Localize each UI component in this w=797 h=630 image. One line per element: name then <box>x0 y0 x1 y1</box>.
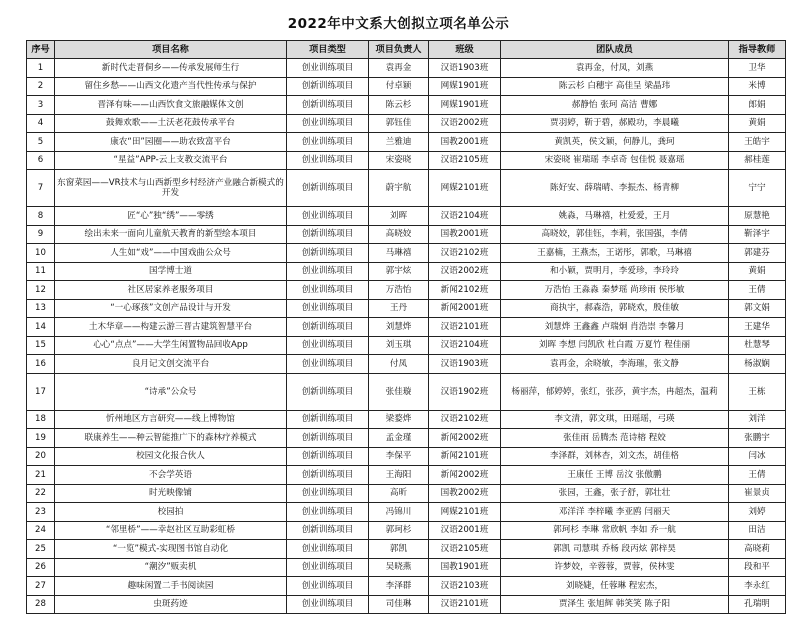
cell-class: 汉语2002班 <box>429 114 501 133</box>
cell-class: 汉语2104班 <box>429 336 501 355</box>
cell-number: 4 <box>27 114 55 133</box>
cell-members: 郭珂杉 李琳 常欣帆 李如 乔一航 <box>501 521 729 540</box>
cell-advisor: 崔景贞 <box>729 484 786 503</box>
cell-advisor: 郝桂莲 <box>729 151 786 170</box>
cell-project-name: 土木华章——构建云游三晋古建筑智慧平台 <box>55 318 287 337</box>
cell-leader: 付卓颖 <box>369 77 429 96</box>
cell-class: 新闻2001班 <box>429 299 501 318</box>
cell-advisor: 闫冰 <box>729 447 786 466</box>
cell-leader: 刘玉琪 <box>369 336 429 355</box>
cell-project-type: 创新训练项目 <box>287 96 369 115</box>
cell-number: 10 <box>27 244 55 263</box>
cell-number: 21 <box>27 466 55 485</box>
cell-class: 国教2001班 <box>429 225 501 244</box>
cell-project-type: 创业训练项目 <box>287 59 369 78</box>
cell-project-type: 创新训练项目 <box>287 521 369 540</box>
cell-project-type: 创业训练项目 <box>287 262 369 281</box>
cell-leader: 付凤 <box>369 355 429 374</box>
cell-leader: 梁婺烨 <box>369 410 429 429</box>
cell-members: 黄凯英，侯文颖，何静儿，龚珂 <box>501 133 729 152</box>
cell-members: 袁再金，付凤，刘燕 <box>501 59 729 78</box>
cell-members: 宋姿晓 崔瑞瑶 李卓奇 包佳悦 聂嘉瑶 <box>501 151 729 170</box>
cell-number: 6 <box>27 151 55 170</box>
table-row <box>27 114 786 133</box>
cell-members: 刘晓婕，任蓉琳 程宏杰， <box>501 577 729 596</box>
cell-members: 刘晖 李想 闫凯欣 杜白霞 万夏竹 程佳丽 <box>501 336 729 355</box>
cell-project-type: 创新训练项目 <box>287 318 369 337</box>
cell-project-name: “一览”模式-实现图书馆自动化 <box>55 540 287 559</box>
cell-number: 8 <box>27 207 55 226</box>
cell-project-type: 创新训练项目 <box>287 373 369 410</box>
cell-advisor: 王建华 <box>729 318 786 337</box>
cell-leader: 王海阳 <box>369 466 429 485</box>
cell-leader: 高晓姣 <box>369 225 429 244</box>
cell-members: 姚淼，马琳禧，杜爱爱，王月 <box>501 207 729 226</box>
cell-members: 和小颖，贾明月，李爱珍，李玲玲 <box>501 262 729 281</box>
cell-number: 25 <box>27 540 55 559</box>
table-row <box>27 133 786 152</box>
cell-members: 张佳雨 岳腾杰 范诗榕 程姣 <box>501 429 729 448</box>
cell-class: 汉语2105班 <box>429 540 501 559</box>
cell-leader: 吴晓燕 <box>369 558 429 577</box>
document-title: 2022年中文系大创拟立项名单公示 <box>287 16 510 32</box>
cell-project-name: 校园文化报合伙人 <box>55 447 287 466</box>
cell-advisor: 宁宁 <box>729 170 786 207</box>
cell-class: 国教2001班 <box>429 133 501 152</box>
cell-class: 网媒2101班 <box>429 170 501 207</box>
cell-class: 汉语1903班 <box>429 355 501 374</box>
cell-advisor: 王倩 <box>729 281 786 300</box>
cell-class: 汉语2001班 <box>429 521 501 540</box>
table-row <box>27 521 786 540</box>
cell-advisor: 王栋 <box>729 373 786 410</box>
cell-number: 24 <box>27 521 55 540</box>
cell-leader: 万浩怡 <box>369 281 429 300</box>
header-project-type: 项目类型 <box>287 41 369 59</box>
table-row <box>27 429 786 448</box>
cell-project-name: 虫斑药迹 <box>55 595 287 614</box>
cell-project-name: 校园拍 <box>55 503 287 522</box>
cell-leader: 郭钰佳 <box>369 114 429 133</box>
table-row <box>27 484 786 503</box>
table-row <box>27 225 786 244</box>
cell-number: 5 <box>27 133 55 152</box>
table-row <box>27 355 786 374</box>
cell-class: 国教2002班 <box>429 484 501 503</box>
cell-project-type: 创业训练项目 <box>287 281 369 300</box>
header-members: 团队成员 <box>501 41 729 59</box>
cell-members: 李泽群，刘林杏，刘文杰，胡佳格 <box>501 447 729 466</box>
cell-project-type: 创业训练项目 <box>287 595 369 614</box>
cell-project-type: 创业训练项目 <box>287 558 369 577</box>
cell-leader: 袁再金 <box>369 59 429 78</box>
cell-members: 高晓姣，郭佳钰，李莉，张国强，李倩 <box>501 225 729 244</box>
cell-members: 王康任 王博 岳汶 张傲鹏 <box>501 466 729 485</box>
cell-project-type: 创新训练项目 <box>287 77 369 96</box>
cell-project-name: 留住乡愁——山西文化遗产当代性传承与保护 <box>55 77 287 96</box>
cell-class: 汉语2104班 <box>429 207 501 226</box>
cell-leader: 高昕 <box>369 484 429 503</box>
header-class: 班级 <box>429 41 501 59</box>
cell-members: 陈好安、薛瑞晴、李振杰、杨青柳 <box>501 170 729 207</box>
cell-leader: 张佳璇 <box>369 373 429 410</box>
cell-number: 17 <box>27 373 55 410</box>
cell-members: 刘慧烨 王鑫鑫 卢瑞炯 肖浩崇 李馨月 <box>501 318 729 337</box>
cell-number: 11 <box>27 262 55 281</box>
cell-advisor: 米博 <box>729 77 786 96</box>
cell-class: 汉语1902班 <box>429 373 501 410</box>
cell-advisor: 王皓宇 <box>729 133 786 152</box>
table-row <box>27 207 786 226</box>
cell-project-name: 趣味闲置二手书阅读园 <box>55 577 287 596</box>
cell-number: 23 <box>27 503 55 522</box>
cell-advisor: 杨淑娴 <box>729 355 786 374</box>
cell-project-name: “一心琢孩”文创产品设计与开发 <box>55 299 287 318</box>
cell-project-type: 创业训练项目 <box>287 577 369 596</box>
cell-members: 邓洋洋 李梓曦 李亚鸥 闫丽天 <box>501 503 729 522</box>
cell-project-type: 创业训练项目 <box>287 484 369 503</box>
table-row <box>27 373 786 410</box>
cell-project-type: 创业训练项目 <box>287 207 369 226</box>
cell-number: 15 <box>27 336 55 355</box>
cell-project-name: 新时代走晋侗乡——传承发展师生行 <box>55 59 287 78</box>
cell-class: 汉语2103班 <box>429 577 501 596</box>
table-row <box>27 262 786 281</box>
cell-members: 王嘉楠，王燕杰，王诺彤，郭歌，马琳禧 <box>501 244 729 263</box>
cell-advisor: 孔瑞明 <box>729 595 786 614</box>
cell-class: 汉语2101班 <box>429 318 501 337</box>
cell-advisor: 王倩 <box>729 466 786 485</box>
cell-leader: 冯锦川 <box>369 503 429 522</box>
cell-project-type: 创业训练项目 <box>287 299 369 318</box>
cell-number: 16 <box>27 355 55 374</box>
header-project-name: 项目名称 <box>55 41 287 59</box>
cell-project-type: 创业训练项目 <box>287 355 369 374</box>
cell-advisor: 郭建芬 <box>729 244 786 263</box>
cell-leader: 郭珂杉 <box>369 521 429 540</box>
cell-class: 国教1901班 <box>429 558 501 577</box>
cell-number: 1 <box>27 59 55 78</box>
cell-class: 网媒2101班 <box>429 503 501 522</box>
cell-project-type: 创业训练项目 <box>287 503 369 522</box>
table-row <box>27 410 786 429</box>
cell-project-type: 创新训练项目 <box>287 244 369 263</box>
table-row <box>27 595 786 614</box>
cell-project-name: “星益”APP-云上支教交流平台 <box>55 151 287 170</box>
cell-project-name: 康农“田”园圈——助农致富平台 <box>55 133 287 152</box>
table-row <box>27 577 786 596</box>
cell-leader: 宋姿晓 <box>369 151 429 170</box>
cell-project-name: 国学博士道 <box>55 262 287 281</box>
cell-project-name: 匠“心”独“绣”——零绣 <box>55 207 287 226</box>
cell-advisor: 杜慧琴 <box>729 336 786 355</box>
cell-number: 22 <box>27 484 55 503</box>
cell-number: 3 <box>27 96 55 115</box>
cell-members: 陈云杉 白穗宇 高佳呈 梁晶玮 <box>501 77 729 96</box>
cell-advisor: 黄娟 <box>729 114 786 133</box>
project-table <box>26 40 786 614</box>
cell-class: 汉语2101班 <box>429 595 501 614</box>
table-row <box>27 151 786 170</box>
cell-project-type: 创新训练项目 <box>287 466 369 485</box>
cell-project-name: 联康养生——种云智能推广下的森林疗养模式 <box>55 429 287 448</box>
cell-project-name: 晋泽有味——山西饮食文旅融媒体文创 <box>55 96 287 115</box>
cell-class: 汉语2102班 <box>429 410 501 429</box>
cell-number: 28 <box>27 595 55 614</box>
cell-project-name: 忻州地区方言研究——线上博物馆 <box>55 410 287 429</box>
cell-class: 新闻2102班 <box>429 281 501 300</box>
cell-leader: 郭凯 <box>369 540 429 559</box>
table-row <box>27 299 786 318</box>
table-row <box>27 336 786 355</box>
cell-leader: 李保平 <box>369 447 429 466</box>
header-advisor: 指导教师 <box>729 41 786 59</box>
cell-project-type: 创业训练项目 <box>287 336 369 355</box>
cell-advisor: 刘洋 <box>729 410 786 429</box>
table-row <box>27 281 786 300</box>
cell-members: 杨丽萍，郁婷婷，张红，张莎，黄宇杰，冉超杰，温莉 <box>501 373 729 410</box>
cell-advisor: 卫华 <box>729 59 786 78</box>
table-row <box>27 466 786 485</box>
cell-project-type: 创业训练项目 <box>287 540 369 559</box>
cell-number: 19 <box>27 429 55 448</box>
cell-project-type: 创新训练项目 <box>287 447 369 466</box>
cell-class: 汉语2102班 <box>429 244 501 263</box>
cell-leader: 刘晖 <box>369 207 429 226</box>
table-row <box>27 77 786 96</box>
cell-project-type: 创业训练项目 <box>287 114 369 133</box>
cell-advisor: 张鹏宇 <box>729 429 786 448</box>
cell-members: 贾羽婷，靳于碧，郝殿功，李晨曦 <box>501 114 729 133</box>
cell-leader: 王丹 <box>369 299 429 318</box>
cell-project-name: 东窗菜园——VR技术与山西新型乡村经济产业融合新模式的开发 <box>55 170 287 207</box>
cell-number: 2 <box>27 77 55 96</box>
cell-class: 新闻2101班 <box>429 447 501 466</box>
table-row <box>27 558 786 577</box>
cell-project-type: 创新训练项目 <box>287 225 369 244</box>
cell-advisor: 高晓莉 <box>729 540 786 559</box>
cell-project-name: 社区居家养老服务项目 <box>55 281 287 300</box>
table-row <box>27 59 786 78</box>
cell-class: 汉语2105班 <box>429 151 501 170</box>
header-leader: 项目负责人 <box>369 41 429 59</box>
table-row <box>27 244 786 263</box>
cell-number: 18 <box>27 410 55 429</box>
cell-project-type: 创新训练项目 <box>287 170 369 207</box>
cell-project-name: 绘出未来一面向儿童航天教育的新型绘本项目 <box>55 225 287 244</box>
cell-project-name: 鼓舞欢歌——土沃老花鼓传承平台 <box>55 114 287 133</box>
cell-class: 网媒1901班 <box>429 96 501 115</box>
cell-project-type: 创新训练项目 <box>287 429 369 448</box>
cell-project-name: 时光映像铺 <box>55 484 287 503</box>
cell-number: 13 <box>27 299 55 318</box>
cell-members: 许梦姣，辛蓉蓉，贾蓉，侯林雯 <box>501 558 729 577</box>
cell-advisor: 靳泽宇 <box>729 225 786 244</box>
cell-project-name: “潮汐”贩卖机 <box>55 558 287 577</box>
cell-leader: 马琳禧 <box>369 244 429 263</box>
cell-leader: 司佳琳 <box>369 595 429 614</box>
cell-project-name: 良月记文创交流平台 <box>55 355 287 374</box>
table-row <box>27 540 786 559</box>
cell-advisor: 郭文娟 <box>729 299 786 318</box>
cell-project-name: 人生如“戏”——中国戏曲公众号 <box>55 244 287 263</box>
cell-number: 14 <box>27 318 55 337</box>
cell-members: 袁再金，余晓敏，李海璀，张文静 <box>501 355 729 374</box>
cell-project-name: “邻里桥”——幸赵社区互助彩虹桥 <box>55 521 287 540</box>
cell-class: 汉语1903班 <box>429 59 501 78</box>
cell-number: 12 <box>27 281 55 300</box>
cell-members: 贾泽生 张旭辉 韩笑笑 陈子阳 <box>501 595 729 614</box>
cell-advisor: 原慧艳 <box>729 207 786 226</box>
cell-number: 27 <box>27 577 55 596</box>
cell-project-type: 创业训练项目 <box>287 133 369 152</box>
table-body <box>27 59 786 614</box>
table-row <box>27 170 786 207</box>
cell-leader: 郭宇炫 <box>369 262 429 281</box>
cell-leader: 孟金瑾 <box>369 429 429 448</box>
table-row <box>27 503 786 522</box>
cell-project-name: “诗承”公众号 <box>55 373 287 410</box>
cell-leader: 刘慧烨 <box>369 318 429 337</box>
cell-class: 新闻2002班 <box>429 429 501 448</box>
cell-members: 万浩怡 王淼淼 秦梦瑶 尚珍雨 侯彤敏 <box>501 281 729 300</box>
table-row <box>27 447 786 466</box>
cell-members: 李文清，郭文琪，田瑶瑶，弓瑛 <box>501 410 729 429</box>
cell-class: 新闻2002班 <box>429 466 501 485</box>
cell-advisor: 刘婷 <box>729 503 786 522</box>
cell-advisor: 李永红 <box>729 577 786 596</box>
cell-number: 20 <box>27 447 55 466</box>
cell-number: 26 <box>27 558 55 577</box>
cell-class: 网媒1901班 <box>429 77 501 96</box>
cell-members: 商执宇，郝森浩，郭晓欢，殷佳敏 <box>501 299 729 318</box>
header-number: 序号 <box>27 41 55 59</box>
cell-project-name: 不会学英语 <box>55 466 287 485</box>
cell-advisor: 段和平 <box>729 558 786 577</box>
cell-advisor: 田洁 <box>729 521 786 540</box>
table-header-row <box>27 41 786 59</box>
cell-class: 汉语2002班 <box>429 262 501 281</box>
cell-leader: 兰雅迪 <box>369 133 429 152</box>
cell-members: 郭凯 司慧琪 乔杨 段丙炫 郭梓昊 <box>501 540 729 559</box>
table-row <box>27 96 786 115</box>
cell-number: 7 <box>27 170 55 207</box>
cell-leader: 蔚宇航 <box>369 170 429 207</box>
cell-members: 张园，王鑫，张子舒，郭壮壮 <box>501 484 729 503</box>
cell-leader: 李泽群 <box>369 577 429 596</box>
cell-members: 郝静怡 张珂 高洁 曹娜 <box>501 96 729 115</box>
cell-advisor: 黄娟 <box>729 262 786 281</box>
cell-leader: 陈云杉 <box>369 96 429 115</box>
cell-number: 9 <box>27 225 55 244</box>
table-row <box>27 318 786 337</box>
cell-project-type: 创业训练项目 <box>287 151 369 170</box>
cell-project-name: 心心“点点”——大学生闲置物品回收App <box>55 336 287 355</box>
cell-advisor: 郎娟 <box>729 96 786 115</box>
cell-project-type: 创新训练项目 <box>287 410 369 429</box>
